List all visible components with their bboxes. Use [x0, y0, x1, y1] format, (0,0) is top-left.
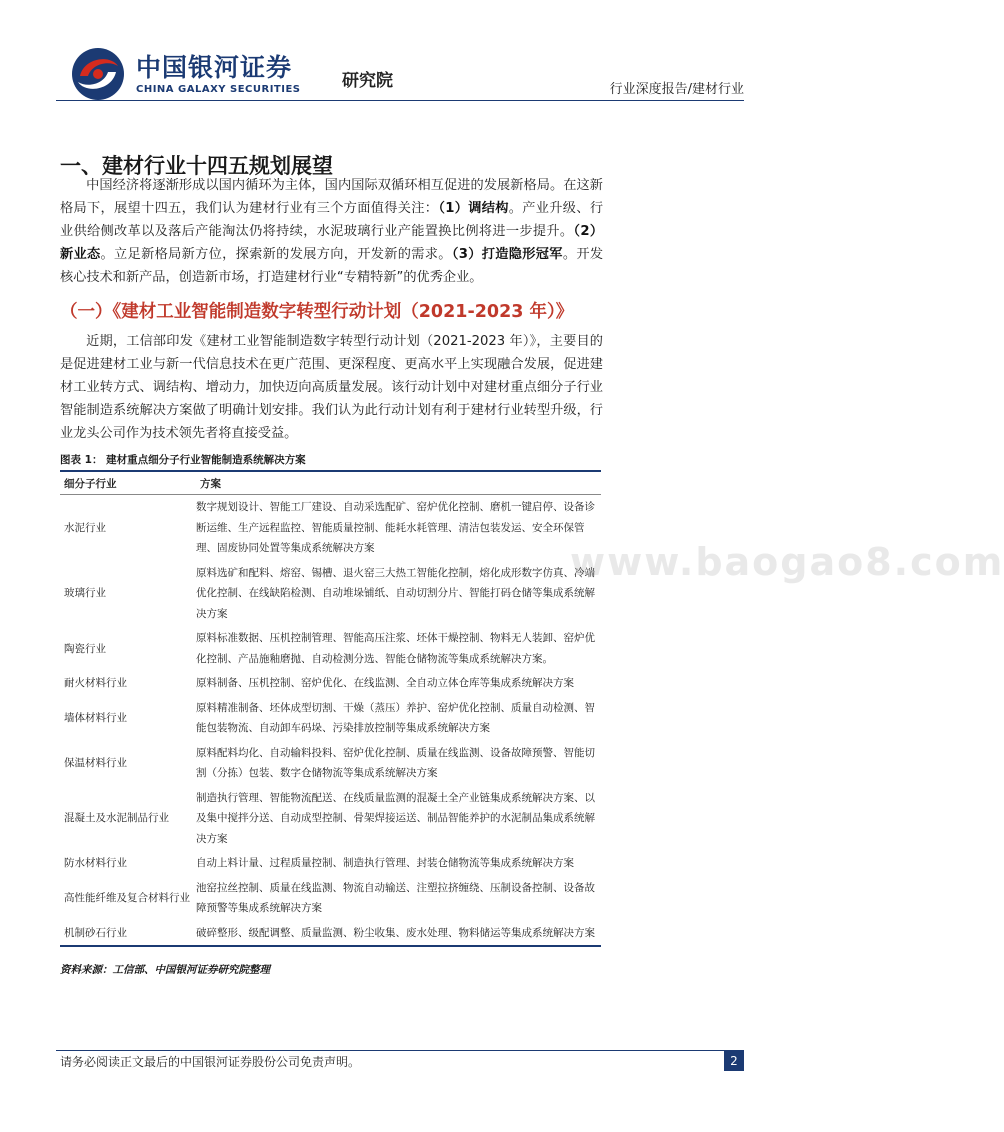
solutions-table — [60, 470, 601, 947]
cell-industry: 保温材料行业 — [64, 757, 127, 769]
table-row — [60, 786, 601, 852]
cell-industry: 混凝土及水泥制品行业 — [64, 812, 169, 825]
table-row — [60, 671, 601, 696]
subsection-paragraph — [60, 330, 603, 445]
header-industry: 细分子行业 — [64, 477, 117, 490]
header-plan: 方案 — [200, 477, 221, 490]
institute-label: 研究院 — [342, 70, 393, 91]
galaxy-logo-icon — [70, 46, 126, 102]
section-title: 一、建材行业十四五规划展望 — [60, 154, 333, 178]
cell-plan: 原料制备、压机控制、窑炉优化、在线监测、全自动立体仓库等集成系统解决方案 — [196, 677, 574, 689]
cell-plan: 池窑拉丝控制、质量在线监测、物流自动输送、注塑拉挤缠绕、压制设备控制、设备故障预警等集成系统解决方案 — [196, 881, 595, 914]
highlight-keyword: （3）打造隐形冠军 — [451, 247, 563, 262]
cell-plan: 自动上料计量、过程质量控制、制造执行管理、封装仓储物流等集成系统解决方案 — [196, 857, 574, 869]
footer-divider — [56, 1050, 744, 1051]
cell-plan: 数字规划设计、智能工厂建设、自动采选配矿、窑炉优化控制、磨机一键启停、设备诊断运维、生产远程监控、智能质量控制、能耗水耗管理、清洁包装发运、安全环保管理、固废协同处置等集成系统解决方案 — [196, 501, 595, 554]
subsection-paragraph-text: 近期，工信部印发《建材工业智能制造数字转型行动计划（2021-2023 年）》，主要目的是促进建材工业与新一代信息技术在更广范围、更深程度、更高水平上实现融合发展，促进建材工业转方式、调结构、增动力，加快迈向高质量发展。该行动计划中对建材重点细分子行业智能制造系统解决方案做了明确计划安排。我们认为此行动计划有利于建材行业转型升级，行业龙头公司作为技术领先者将直接受益。 — [60, 334, 603, 441]
header-divider — [56, 100, 744, 101]
cell-plan: 破碎整形、级配调整、质量监测、粉尘收集、废水处理、物料储运等集成系统解决方案 — [196, 926, 595, 939]
cell-industry: 墙体材料行业 — [64, 712, 127, 724]
table-row — [60, 741, 601, 786]
page-number: 2 — [724, 1051, 744, 1071]
table-row — [60, 851, 601, 876]
table-row — [60, 876, 601, 921]
cell-plan: 原料精准制备、坯体成型切割、干燥（蒸压）养护、窑炉优化控制、质量自动检测、智能包装物流、自动卸车码垛、污染排放控制等集成系统解决方案 — [196, 701, 595, 734]
highlight-keyword: （2）新业态 — [60, 224, 604, 262]
cell-plan: 制造执行管理、智能物流配送、在线质量监测的混凝土全产业链集成系统解决方案、以及集中搅拌分送、自动成型控制、骨架焊接运送、制品智能养护的水泥制品集成系统解决方案 — [196, 791, 595, 845]
paragraph-text: 。立足新格局新方位，探索新的发展方向，开发新的需求。 — [100, 247, 452, 262]
subsection-title: （一）《建材工业智能制造数字转型行动计划（2021-2023 年）》 — [60, 302, 574, 322]
cell-industry: 陶瓷行业 — [64, 642, 106, 655]
table-row — [60, 495, 601, 561]
table-header — [60, 472, 601, 495]
cell-plan: 原料标准数据、压机控制管理、智能高压注浆、坯体干燥控制、物料无人装卸、窑炉优化控制、产品施釉磨抛、自动检测分选、智能仓储物流等集成系统解决方案。 — [196, 632, 595, 665]
cell-industry: 防水材料行业 — [64, 857, 127, 870]
paragraph-text: 中国经济将逐渐形成以国内循环为主体，国内国际双循环相互促进的发展新格局。在这新格局下，展望十四五，我们认为建材行业有三个方面值得关注： — [60, 178, 603, 216]
table-row — [60, 696, 601, 741]
cell-plan: 原料配料均化、自动输料投料、窑炉优化控制、质量在线监测、设备故障预警、智能切割（分拣）包装、数字仓储物流等集成系统解决方案 — [196, 746, 595, 779]
cell-industry: 高性能纤维及复合材料行业 — [64, 892, 190, 904]
table-row — [60, 921, 601, 946]
table-row — [60, 561, 601, 627]
section-paragraph — [60, 174, 603, 289]
cell-industry: 水泥行业 — [64, 521, 106, 534]
table-row — [60, 626, 601, 671]
report-type: 行业深度报告/建材行业 — [609, 82, 744, 97]
company-logo — [70, 46, 393, 102]
cell-industry: 玻璃行业 — [64, 587, 106, 600]
highlight-keyword: （1）调结构 — [438, 201, 509, 216]
watermark: www.baogao8.com — [570, 540, 1004, 584]
footer-disclaimer: 请务必阅读正文最后的中国银河证券股份公司免责声明。 — [60, 1055, 361, 1069]
paragraph-text: 。产业升级、行业供给侧改革以及落后产能淘汰仍将持续，水泥玻璃行业产能置换比例将进一步提升。 — [60, 201, 604, 239]
paragraph-text: 。开发核心技术和新产品，创造新市场，打造建材行业“专精特新”的优秀企业。 — [60, 247, 604, 285]
logo-chinese-name: 中国银河证券 — [136, 52, 293, 82]
cell-plan: 原料选矿和配料、熔窑、锡槽、退火窑三大热工智能化控制，熔化成形数字仿真、冷端优化控制、在线缺陷检测、自动堆垛铺纸、自动切割分片、智能打码仓储等集成系统解决方案 — [196, 566, 595, 620]
cell-industry: 耐火材料行业 — [64, 677, 127, 690]
source-note: 资料来源：工信部、中国银河证券研究院整理 — [60, 964, 270, 976]
cell-industry: 机制砂石行业 — [64, 926, 127, 939]
logo-english-name: CHINA GALAXY SECURITIES — [136, 83, 301, 95]
figure-caption: 图表 1： 建材重点细分子行业智能制造系统解决方案 — [60, 454, 306, 466]
